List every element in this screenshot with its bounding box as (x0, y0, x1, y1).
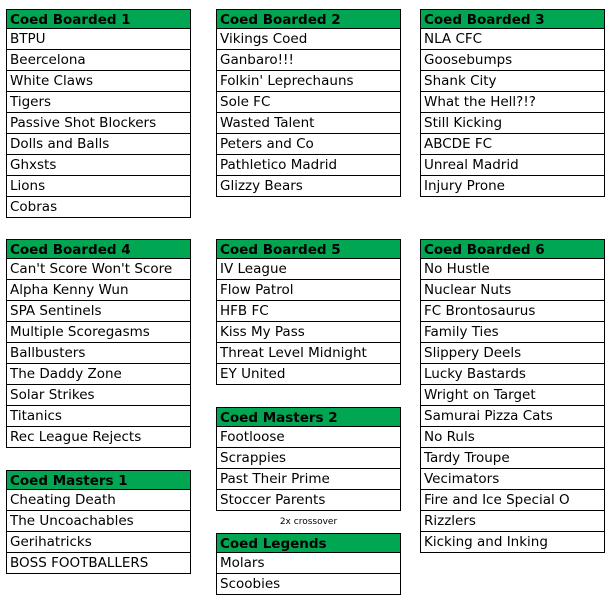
team-row: No Ruls (420, 427, 605, 448)
division-coed-boarded-3 (420, 9, 605, 197)
team-row: Lions (6, 176, 191, 197)
team-row: Family Ties (420, 322, 605, 343)
team-row: SPA Sentinels (6, 301, 191, 322)
team-row: Past Their Prime (216, 469, 401, 490)
team-row: Injury Prone (420, 176, 605, 197)
team-row: Gerihatricks (6, 532, 191, 553)
division-title: Coed Legends (216, 533, 401, 553)
team-row: Wasted Talent (216, 113, 401, 134)
team-row: Kiss My Pass (216, 322, 401, 343)
division-title: Coed Boarded 6 (420, 239, 605, 259)
team-row: Rec League Rejects (6, 427, 191, 448)
team-row: Multiple Scoregasms (6, 322, 191, 343)
team-row: Tigers (6, 92, 191, 113)
team-row: Slippery Deels (420, 343, 605, 364)
team-row: Footloose (216, 427, 401, 448)
team-row: Vecimators (420, 469, 605, 490)
team-row: Still Kicking (420, 113, 605, 134)
team-row: Cheating Death (6, 490, 191, 511)
team-row: Solar Strikes (6, 385, 191, 406)
team-row: ABCDE FC (420, 134, 605, 155)
team-row: Scrappies (216, 448, 401, 469)
division-title: Coed Masters 2 (216, 407, 401, 427)
division-coed-boarded-5 (216, 239, 401, 385)
division-title: Coed Boarded 1 (6, 9, 191, 29)
team-row: Folkin' Leprechauns (216, 71, 401, 92)
division-coed-boarded-2 (216, 9, 401, 197)
team-row: Passive Shot Blockers (6, 113, 191, 134)
team-row: Alpha Kenny Wun (6, 280, 191, 301)
team-row: Rizzlers (420, 511, 605, 532)
team-row: NLA CFC (420, 29, 605, 50)
team-row: Shank City (420, 71, 605, 92)
team-row: Dolls and Balls (6, 134, 191, 155)
team-row: Ballbusters (6, 343, 191, 364)
team-row: Wright on Target (420, 385, 605, 406)
team-row: Vikings Coed (216, 29, 401, 50)
team-row: Peters and Co (216, 134, 401, 155)
division-coed-boarded-4 (6, 239, 191, 448)
team-row: Nuclear Nuts (420, 280, 605, 301)
team-row: Sole FC (216, 92, 401, 113)
team-row: Titanics (6, 406, 191, 427)
team-row: Samurai Pizza Cats (420, 406, 605, 427)
crossover-note: 2x crossover (279, 517, 338, 527)
team-row: HFB FC (216, 301, 401, 322)
team-row: Kicking and Inking (420, 532, 605, 553)
team-row: BTPU (6, 29, 191, 50)
team-row: Pathletico Madrid (216, 155, 401, 176)
division-coed-masters-2 (216, 407, 401, 511)
division-title: Coed Boarded 5 (216, 239, 401, 259)
division-title: Coed Boarded 2 (216, 9, 401, 29)
team-row: IV League (216, 259, 401, 280)
team-row: FC Brontosaurus (420, 301, 605, 322)
division-title: Coed Masters 1 (6, 470, 191, 490)
team-row: Scoobies (216, 574, 401, 595)
team-row: Ganbaro!!! (216, 50, 401, 71)
team-row: Unreal Madrid (420, 155, 605, 176)
division-coed-legends (216, 533, 401, 595)
team-row: Flow Patrol (216, 280, 401, 301)
team-row: Molars (216, 553, 401, 574)
team-row: Threat Level Midnight (216, 343, 401, 364)
division-coed-boarded-6 (420, 239, 605, 553)
team-row: The Uncoachables (6, 511, 191, 532)
team-row: Tardy Troupe (420, 448, 605, 469)
team-row: The Daddy Zone (6, 364, 191, 385)
division-title: Coed Boarded 4 (6, 239, 191, 259)
team-row: Cobras (6, 197, 191, 218)
team-row: Goosebumps (420, 50, 605, 71)
division-coed-masters-1 (6, 470, 191, 574)
team-row: What the Hell?!? (420, 92, 605, 113)
team-row: BOSS FOOTBALLERS (6, 553, 191, 574)
team-row: Ghxsts (6, 155, 191, 176)
division-coed-boarded-1 (6, 9, 191, 218)
team-row: Lucky Bastards (420, 364, 605, 385)
team-row: No Hustle (420, 259, 605, 280)
team-row: Glizzy Bears (216, 176, 401, 197)
team-row: Fire and Ice Special O (420, 490, 605, 511)
team-row: White Claws (6, 71, 191, 92)
team-row: EY United (216, 364, 401, 385)
team-row: Can't Score Won't Score (6, 259, 191, 280)
division-title: Coed Boarded 3 (420, 9, 605, 29)
team-row: Stoccer Parents (216, 490, 401, 511)
team-row: Beercelona (6, 50, 191, 71)
